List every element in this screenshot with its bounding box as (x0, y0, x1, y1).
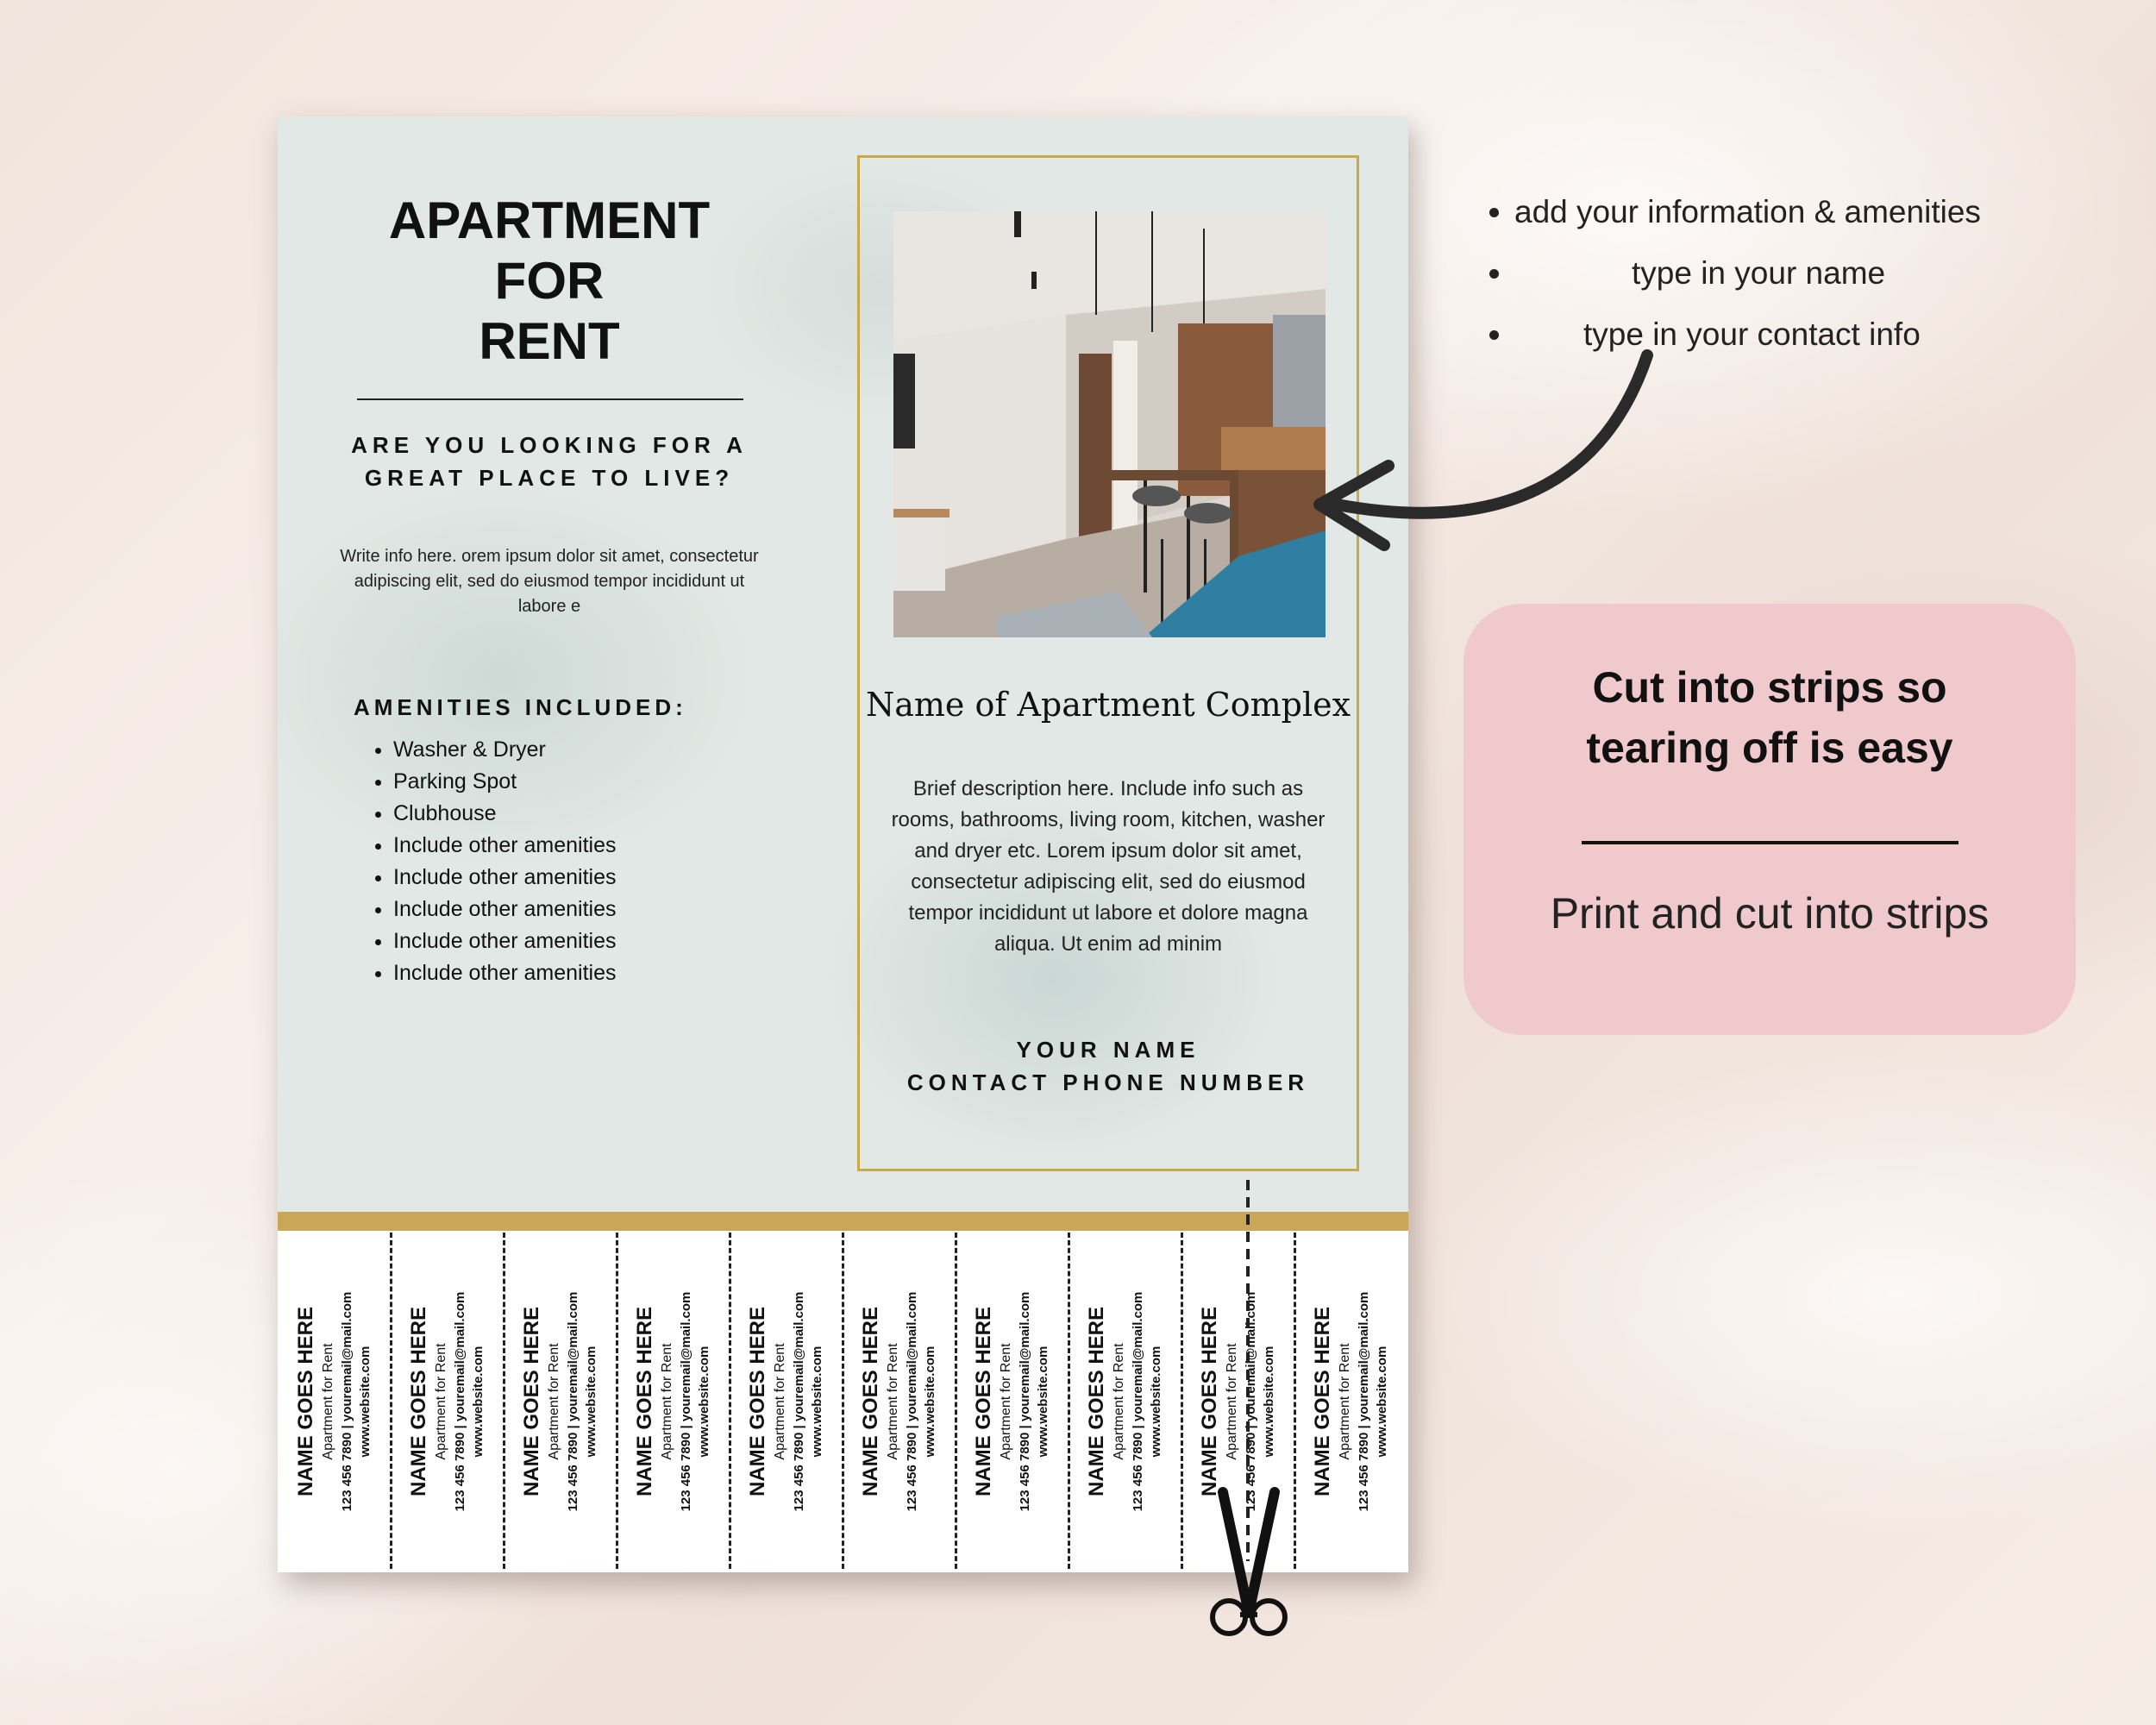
strip-subtitle: Apartment for Rent (321, 1343, 335, 1460)
callout-heading-line-2: tearing off is easy (1586, 724, 1953, 772)
strip-website: www.website.com (1149, 1346, 1163, 1458)
instruction-item: • type in your contact info (1514, 304, 1981, 365)
strip-subtitle: Apartment for Rent (886, 1343, 900, 1460)
amenity-item: • Include other amenities (393, 862, 616, 894)
strip-contact: 123 456 7890 | youremail@mail.com (679, 1291, 693, 1512)
strip-website: www.website.com (1375, 1346, 1389, 1458)
amenity-item: • Include other amenities (393, 894, 616, 925)
complex-name: Name of Apartment Complex (865, 686, 1351, 724)
strip-website: www.website.com (923, 1346, 937, 1458)
strip-subtitle: Apartment for Rent (1112, 1343, 1126, 1460)
strip-contact: 123 456 7890 | youremail@mail.com (1131, 1291, 1145, 1512)
title-line-3: RENT (479, 312, 620, 370)
intro-text: Write info here. orem ipsum dolor sit amet, consectetur adipiscing elit, sed do eiusmod tempor incididunt ut labore e (340, 547, 759, 616)
strip-name: NAME GOES HERE (1198, 1306, 1221, 1497)
curved-arrow-icon (1337, 355, 1647, 513)
strip-name: NAME GOES HERE (1311, 1306, 1334, 1497)
strip-contact: 123 456 7890 | youremail@mail.com (1357, 1291, 1371, 1512)
strip-subtitle: Apartment for Rent (999, 1343, 1013, 1460)
strip-subtitle: Apartment for Rent (1338, 1343, 1352, 1460)
amenities-heading: AMENITIES INCLUDED: (354, 694, 687, 720)
strip-name: NAME GOES HERE (1085, 1306, 1108, 1497)
strip-name: NAME GOES HERE (633, 1306, 656, 1497)
strip-website: www.website.com (584, 1346, 599, 1458)
strip-name: NAME GOES HERE (859, 1306, 882, 1497)
strip-contact: 123 456 7890 | youremail@mail.com (340, 1291, 354, 1512)
amenity-item: • Include other amenities (393, 830, 616, 862)
instructions-callout (1463, 604, 2076, 1035)
strip-name: NAME GOES HERE (407, 1306, 430, 1497)
contact-phone: CONTACT PHONE NUMBER (906, 1070, 1310, 1095)
strip-website: www.website.com (697, 1346, 711, 1458)
strip-website: www.website.com (471, 1346, 486, 1458)
amenity-item: • Include other amenities (393, 925, 616, 957)
strip-subtitle: Apartment for Rent (773, 1343, 787, 1460)
title-line-2: FOR (494, 252, 605, 310)
amenity-item: • Clubhouse (393, 798, 616, 830)
contact-name: YOUR NAME (1016, 1037, 1200, 1063)
strip-website: www.website.com (810, 1346, 824, 1458)
instruction-item: • add your information & amenities (1514, 181, 1981, 242)
strip-contact: 123 456 7890 | youremail@mail.com (1244, 1291, 1258, 1512)
strip-name: NAME GOES HERE (972, 1306, 995, 1497)
strip-name: NAME GOES HERE (520, 1306, 543, 1497)
strip-website: www.website.com (1036, 1346, 1050, 1458)
amenity-item: • Include other amenities (393, 957, 616, 989)
instruction-item: • type in your name (1514, 242, 1981, 304)
strip-website: www.website.com (358, 1346, 373, 1458)
strip-subtitle: Apartment for Rent (660, 1343, 674, 1460)
strip-website: www.website.com (1262, 1346, 1276, 1458)
title-line-1: APARTMENT (388, 191, 711, 249)
callout-heading (1463, 657, 2076, 778)
strip-name: NAME GOES HERE (294, 1306, 317, 1497)
description-text: Brief description here. Include info such as rooms, bathrooms, living room, kitchen, washer and dryer etc. Lorem ipsum dolor sit amet, consectetur adipiscing elit, sed do eiusmod tempor incididunt ut labore et dolore magna aliqua. Ut enim ad minim (891, 777, 1326, 956)
amenity-item: • Parking Spot (393, 766, 616, 798)
amenity-item: • Washer & Dryer (393, 734, 616, 766)
strip-subtitle: Apartment for Rent (434, 1343, 448, 1460)
strip-subtitle: Apartment for Rent (547, 1343, 561, 1460)
strip-contact: 123 456 7890 | youremail@mail.com (1018, 1291, 1032, 1512)
strip-contact: 123 456 7890 | youremail@mail.com (566, 1291, 580, 1512)
callout-subtext: Print and cut into strips (1550, 889, 1990, 938)
tagline-line-2: GREAT PLACE TO LIVE? (364, 465, 735, 491)
callout-divider (1582, 841, 1959, 844)
strip-contact: 123 456 7890 | youremail@mail.com (453, 1291, 467, 1512)
tagline-line-1: ARE YOU LOOKING FOR A (351, 432, 748, 458)
strip-contact: 123 456 7890 | youremail@mail.com (905, 1291, 919, 1512)
strip-contact: 123 456 7890 | youremail@mail.com (792, 1291, 806, 1512)
callout-heading-line-1: Cut into strips so (1592, 663, 1947, 712)
strip-subtitle: Apartment for Rent (1225, 1343, 1239, 1460)
strip-name: NAME GOES HERE (746, 1306, 769, 1497)
